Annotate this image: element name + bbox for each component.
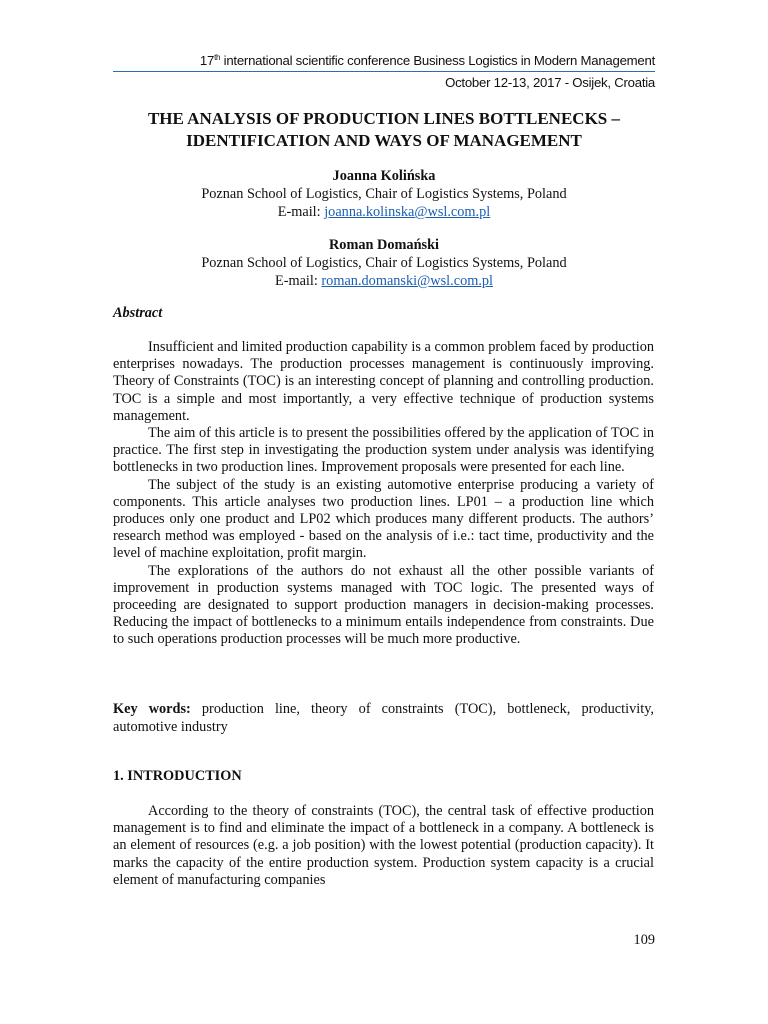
conference-ordinal-suffix: th bbox=[214, 53, 221, 62]
author-block bbox=[113, 167, 655, 221]
introduction-paragraph: According to the theory of constraints (TOC), the central task of effective production management is to find and eliminate the impact of a bottleneck in a company. A bottleneck is an element of resources (e.g. a job position) with the lowest potential (production capacity). It marks the capacity of the entire production system. Production system capacity is a crucial element of manufacturing companies bbox=[113, 803, 654, 888]
keywords bbox=[113, 700, 654, 736]
header-rule bbox=[113, 71, 655, 72]
paper-title-line1: THE ANALYSIS OF PRODUCTION LINES BOTTLENECKS – bbox=[147, 109, 621, 128]
page-number: 109 bbox=[633, 932, 655, 948]
author-email-link[interactable]: roman.domanski@wsl.com.pl bbox=[321, 273, 494, 289]
abstract-paragraph: The explorations of the authors do not exhaust all the other possible variants of improvement in production systems managed with TOC logic. The presented ways of proceeding are designated to support production managers in decision-making processes. Reducing the impact of bottlenecks to a minimum entails independence from constraints. Due to such operations production processes will be much more productive. bbox=[113, 562, 654, 648]
email-label: E-mail: bbox=[277, 204, 325, 220]
email-label: E-mail: bbox=[274, 273, 322, 289]
author-email-line bbox=[113, 203, 655, 221]
abstract-paragraph: Insufficient and limited production capability is a common problem faced by production enterprises nowadays. The production processes management is continuously improving. Theory of Constraints (TOC) is an interesting concept of planning and controlling production. TOC is a simple and most importantly, a very effective technique of production systems management. bbox=[113, 339, 654, 424]
author-block bbox=[113, 236, 655, 290]
keywords-label: Key words: bbox=[113, 701, 191, 717]
author-affiliation: Poznan School of Logistics, Chair of Logistics Systems, Poland bbox=[201, 255, 567, 271]
conference-date-location: October 12-13, 2017 - Osijek, Croatia bbox=[445, 75, 655, 90]
author-email-line bbox=[113, 272, 655, 290]
keywords-text: production line, theory of constraints (TOC), bottleneck, productivity, automotive industry bbox=[113, 701, 654, 735]
conference-title bbox=[200, 53, 655, 68]
abstract-paragraph: The aim of this article is to present the possibilities offered by the application of TOC in practice. The first step in investigating the production system under analysis was identifying bottlenecks in two production lines. Improvement proposals were presented for each line. bbox=[113, 425, 654, 476]
introduction-heading: 1. INTRODUCTION bbox=[113, 768, 242, 784]
conference-ordinal: 17 bbox=[199, 53, 215, 68]
abstract-heading: Abstract bbox=[113, 305, 163, 321]
conference-name: international scientific conference Business Logistics in Modern Management bbox=[220, 53, 655, 68]
abstract-paragraph: The subject of the study is an existing automotive enterprise producing a variety of components. This article analyses two production lines. LP01 – a production line which produces only one product and LP02 which produces many different products. The authors’ research method was employed - based on the analysis of i.e.: tact time, productivity and the level of machine exploitation, profit margin. bbox=[113, 476, 654, 562]
introduction-body bbox=[113, 803, 654, 889]
author-affiliation: Poznan School of Logistics, Chair of Logistics Systems, Poland bbox=[201, 186, 567, 202]
paper-title-line2: IDENTIFICATION AND WAYS OF MANAGEMENT bbox=[186, 131, 582, 150]
abstract-body bbox=[113, 339, 654, 649]
author-email-link[interactable]: joanna.kolinska@wsl.com.pl bbox=[324, 204, 491, 220]
paper-title bbox=[113, 108, 655, 152]
author-name: Joanna Kolińska bbox=[332, 168, 436, 184]
author-name: Roman Domański bbox=[328, 237, 440, 253]
